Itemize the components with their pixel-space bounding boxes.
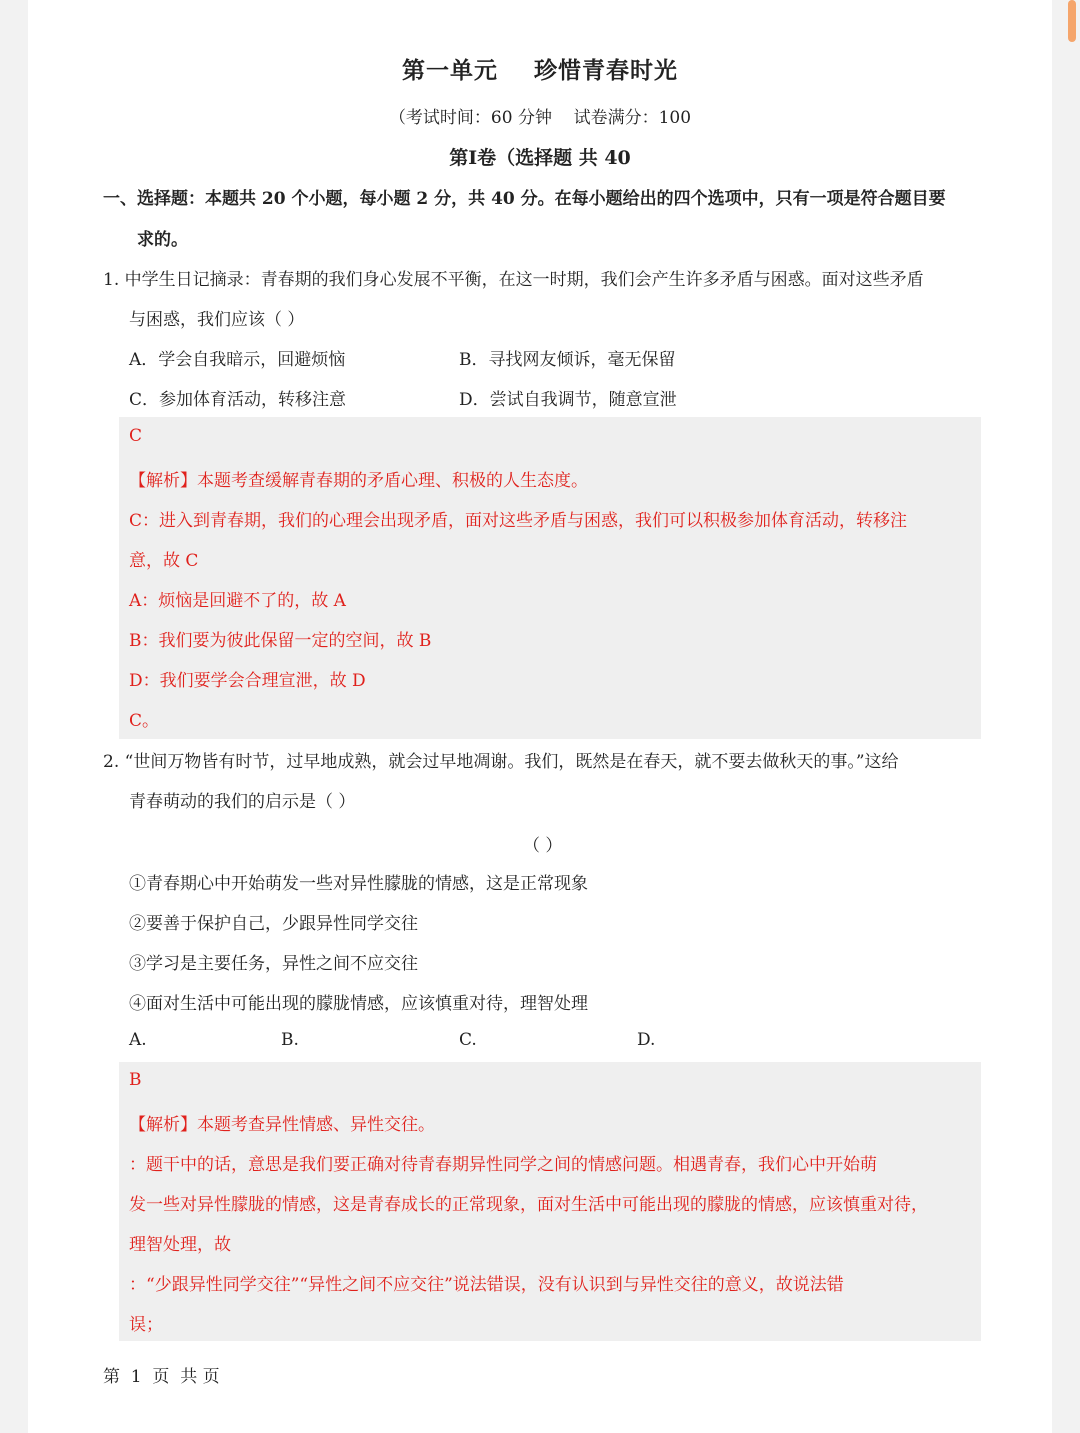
q1-option-a: A．学会自我暗示，回避烦恼	[129, 350, 346, 370]
q1-stem-line1: 1. 中学生日记摘录：青春期的我们身心发展不平衡，在这一时期，我们会产生许多矛盾与困惑。面对这些矛盾	[103, 270, 924, 290]
q1-option-c: C．参加体育活动，转移注意	[129, 390, 347, 410]
q2-option-c: C.	[459, 1030, 477, 1050]
q1-stem-line2: 与困惑，我们应该（ ）	[129, 310, 305, 330]
q2-option-a: A.	[129, 1030, 147, 1050]
q2-item-2: ②要善于保护自己，少跟异性同学交往	[129, 914, 418, 934]
q2-analysis-line: 理智处理，故	[129, 1235, 231, 1255]
q1-analysis-line: C。	[129, 711, 160, 731]
q1-analysis-line: A：烦恼是回避不了的，故 A	[129, 591, 346, 611]
q2-item-4: ④面对生活中可能出现的朦胧情感，应该慎重对待，理智处理	[129, 994, 588, 1014]
q2-stem-line2: 青春萌动的我们的启示是（ ）	[129, 792, 356, 812]
volume-title: 第Ⅰ卷（选择题 共 40	[449, 147, 631, 169]
q1-analysis-line: C：进入到青春期，我们的心理会出现矛盾，面对这些矛盾与困惑，我们可以积极参加体育活动，转移注	[129, 511, 908, 531]
q1-analysis-line: 意，故 C	[129, 551, 199, 571]
section-heading: 一、选择题：本题共 20 个小题，每小题 2 分，共 40 分。在每小题给出的四个选项中，只有一项是符合题目要	[103, 189, 946, 209]
q2-option-b: B.	[281, 1030, 299, 1050]
page-footer: 第 1 页 共 页	[103, 1367, 220, 1387]
q1-option-b: B．寻找网友倾诉，毫无保留	[459, 350, 676, 370]
q2-analysis-line: 误；	[129, 1315, 163, 1335]
q2-stem-line1: 2. “世间万物皆有时节，过早地成熟，就会过早地凋谢。我们，既然是在春天，就不要去做秋天的事。”这给	[103, 752, 899, 772]
q2-analysis-line: ：“少跟异性同学交往”“异性之间不应交往”说法错误，没有认识到与异性交往的意义，故说法错	[129, 1275, 844, 1295]
q2-item-3: ③学习是主要任务，异性之间不应交往	[129, 954, 418, 974]
q1-answer: C	[129, 426, 143, 446]
q1-analysis-title: 【解析】本题考查缓解青春期的矛盾心理、积极的人生态度。	[129, 471, 588, 491]
q2-analysis-line: 发一些对异性朦胧的情感，这是青春成长的正常现象，面对生活中可能出现的朦胧的情感，应该慎重对待，	[129, 1195, 928, 1215]
q2-blank: （ ）	[523, 836, 563, 856]
document-page	[28, 0, 1052, 1433]
q2-analysis-title: 【解析】本题考查异性情感、异性交往。	[129, 1115, 435, 1135]
q2-option-d: D.	[637, 1030, 656, 1050]
section-heading-cont: 求的。	[137, 230, 188, 250]
page-title: 第一单元 珍惜青春时光	[401, 57, 679, 84]
exam-info: （考试时间：60 分钟 试卷满分：100	[388, 108, 692, 128]
q1-analysis-line: B：我们要为彼此保留一定的空间，故 B	[129, 631, 432, 651]
q2-answer: B	[129, 1070, 142, 1090]
q1-option-d: D．尝试自我调节，随意宣泄	[459, 390, 677, 410]
scroll-indicator[interactable]	[1068, 0, 1076, 42]
q2-item-1: ①青春期心中开始萌发一些对异性朦胧的情感，这是正常现象	[129, 874, 588, 894]
q2-analysis-line: ：题干中的话，意思是我们要正确对待青春期异性同学之间的情感问题。相遇青春，我们心中开始萌	[129, 1155, 877, 1175]
q1-analysis-line: D：我们要学会合理宣泄，故 D	[129, 671, 366, 691]
